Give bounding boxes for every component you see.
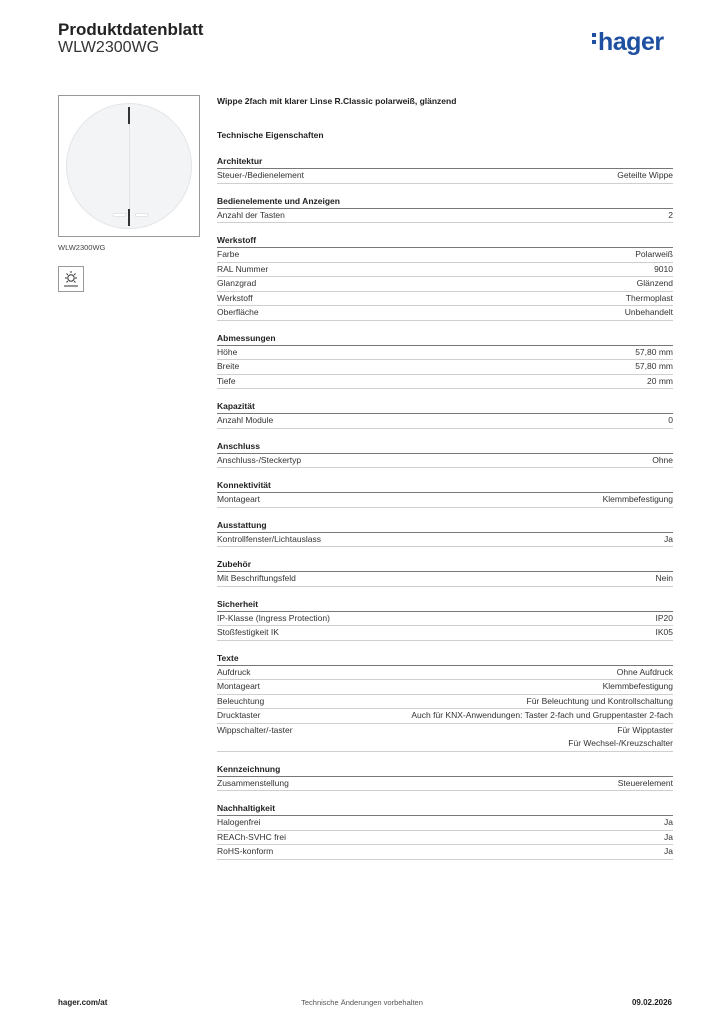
spec-value (656, 612, 674, 626)
spec-label: Zusammenstellung (217, 777, 289, 788)
spec-label: Werkstoff (217, 292, 253, 303)
spec-value (668, 209, 673, 223)
rocker-switch-image (66, 103, 192, 229)
spec-row (217, 831, 673, 846)
spec-row (217, 816, 673, 831)
spec-label: Mit Beschriftungsfeld (217, 573, 296, 583)
light-bulb-icon (58, 266, 84, 292)
spec-row (217, 414, 673, 429)
spec-row (217, 454, 673, 469)
spec-value-line: Für Beleuchtung und Kontrollschaltung (526, 695, 673, 706)
section-title: Abmessungen (217, 332, 673, 346)
logo-dots-icon (592, 30, 597, 47)
spec-row (217, 572, 673, 587)
technical-properties-heading: Technische Eigenschaften (217, 130, 324, 140)
spec-value-line: Für Wipptaster (617, 724, 673, 735)
spec-label: Aufdruck (217, 666, 251, 677)
spec-value-line: IK05 (655, 627, 673, 637)
spec-label: Wippschalter/-taster (217, 724, 293, 735)
spec-value (652, 454, 673, 468)
spec-label: REACh-SVHC frei (217, 831, 286, 842)
logo-text: hager (598, 28, 664, 56)
spec-value (603, 680, 673, 694)
spec-value-line: 9010 (654, 263, 673, 274)
spec-label: Anzahl der Tasten (217, 209, 285, 220)
spec-value (617, 666, 673, 680)
spec-row (217, 346, 673, 361)
spec-value-line: Nein (655, 573, 673, 583)
spec-value (664, 816, 673, 830)
section-title: Kapazität (217, 400, 673, 414)
spec-row (217, 292, 673, 307)
spec-value-line: 20 mm (647, 375, 673, 386)
spec-label: Höhe (217, 346, 238, 357)
spec-value (656, 572, 673, 586)
spec-row (217, 533, 673, 548)
spec-row (217, 306, 673, 321)
spec-value-line: Klemmbefestigung (602, 681, 673, 691)
spec-value-line: Steuerelement (617, 777, 673, 788)
spec-value-line: Ja (664, 533, 673, 544)
spec-label: Glanzgrad (217, 278, 257, 288)
product-image (58, 95, 200, 237)
spec-value (618, 777, 673, 791)
spec-value (527, 695, 673, 709)
section-title: Texte (217, 652, 673, 666)
spec-value-line: 57,80 mm (635, 346, 673, 357)
spec-value (647, 375, 673, 389)
spec-label: Halogenfrei (217, 817, 261, 827)
section-title: Ausstattung (217, 519, 673, 533)
spec-value (668, 414, 673, 428)
spec-value (635, 360, 673, 374)
spec-value (637, 277, 673, 291)
spec-value (411, 709, 673, 723)
spec-label: Montageart (217, 494, 260, 504)
image-caption: WLW2300WG (58, 243, 106, 252)
spec-value (626, 292, 673, 306)
spec-value-line: Ja (664, 817, 673, 827)
document-title: Produktdatenblatt (58, 20, 204, 39)
spec-value-line: Geteilte Wippe (617, 170, 673, 180)
spec-value-line: IP20 (655, 612, 673, 623)
spec-value (603, 493, 673, 507)
section-title: Werkstoff (217, 234, 673, 248)
spec-row (217, 845, 673, 860)
spec-value-line: 0 (668, 415, 673, 425)
spec-label: IP-Klasse (Ingress Protection) (217, 612, 330, 623)
spec-row (217, 248, 673, 263)
spec-label: Drucktaster (217, 710, 261, 720)
spec-row (217, 375, 673, 390)
spec-value-line: Glänzend (636, 278, 673, 288)
spec-row (217, 493, 673, 508)
spec-label: Farbe (217, 249, 240, 259)
spec-label: Beleuchtung (217, 695, 265, 706)
section-title: Anschluss (217, 440, 673, 454)
spec-row (217, 277, 673, 292)
product-description: Wippe 2fach mit klarer Linse R.Classic polarweiß, glänzend (217, 96, 457, 106)
spec-row (217, 360, 673, 375)
spec-label: Breite (217, 361, 240, 371)
spec-row (217, 695, 673, 710)
spec-label: Steuer-/Bedienelement (217, 170, 304, 180)
spec-value-line: Klemmbefestigung (602, 494, 673, 504)
spec-row (217, 612, 673, 627)
spec-label: RAL Nummer (217, 263, 269, 274)
spec-row (217, 169, 673, 184)
spec-row (217, 626, 673, 641)
spec-value-line: Ja (664, 831, 673, 842)
footer-notice: Technische Änderungen vorbehalten (301, 998, 423, 1007)
spec-label: Kontrollfenster/Lichtauslass (217, 533, 321, 544)
spec-value (664, 533, 673, 547)
specification-table (217, 155, 673, 860)
footer-date: 09.02.2026 (631, 998, 672, 1007)
spec-row (217, 666, 673, 681)
spec-row (217, 777, 673, 792)
spec-value (617, 169, 673, 183)
spec-value-line: 2 (668, 209, 673, 220)
spec-value-line: 57,80 mm (635, 361, 673, 371)
hager-logo[interactable] (592, 28, 664, 57)
section-title: Kennzeichnung (217, 763, 673, 777)
spec-value (664, 831, 673, 845)
section-title: Sicherheit (217, 598, 673, 612)
section-title: Bedienelemente und Anzeigen (217, 195, 673, 209)
spec-row (217, 209, 673, 224)
spec-value-line: Polarweiß (635, 249, 673, 259)
spec-value-line: Für Wechsel-/Kreuzschalter (568, 738, 673, 748)
spec-label: Oberfläche (217, 307, 259, 317)
spec-value-line: Unbehandelt (624, 307, 673, 317)
spec-label: Montageart (217, 681, 260, 691)
spec-label: Stoßfestigkeit IK (217, 627, 279, 637)
spec-row (217, 709, 673, 724)
spec-value-line: Ohne Aufdruck (616, 666, 673, 677)
spec-row (217, 680, 673, 695)
article-number: WLW2300WG (58, 39, 160, 56)
spec-value (625, 306, 673, 320)
spec-value (635, 346, 673, 360)
spec-row (217, 724, 673, 752)
spec-value-line: Ohne (652, 454, 673, 465)
spec-value (654, 263, 673, 277)
section-title: Konnektivität (217, 479, 673, 493)
spec-label: Anschluss-/Steckertyp (217, 454, 302, 465)
spec-label: RoHS-konform (217, 846, 274, 856)
footer-website[interactable]: hager.com/at (58, 998, 108, 1007)
spec-value (664, 845, 673, 859)
spec-value (635, 248, 673, 262)
spec-row (217, 263, 673, 278)
spec-value (568, 724, 673, 751)
section-title: Nachhaltigkeit (217, 802, 673, 816)
section-title: Zubehör (217, 558, 673, 572)
section-title: Architektur (217, 155, 673, 169)
spec-label: Anzahl Module (217, 415, 274, 425)
spec-value-line: Ja (664, 846, 673, 856)
spec-value-line: Auch für KNX-Anwendungen: Taster 2-fach und Gruppentaster 2-fach (411, 710, 673, 720)
spec-value (656, 626, 674, 640)
spec-value-line: Thermoplast (625, 292, 673, 303)
spec-label: Tiefe (217, 375, 236, 386)
